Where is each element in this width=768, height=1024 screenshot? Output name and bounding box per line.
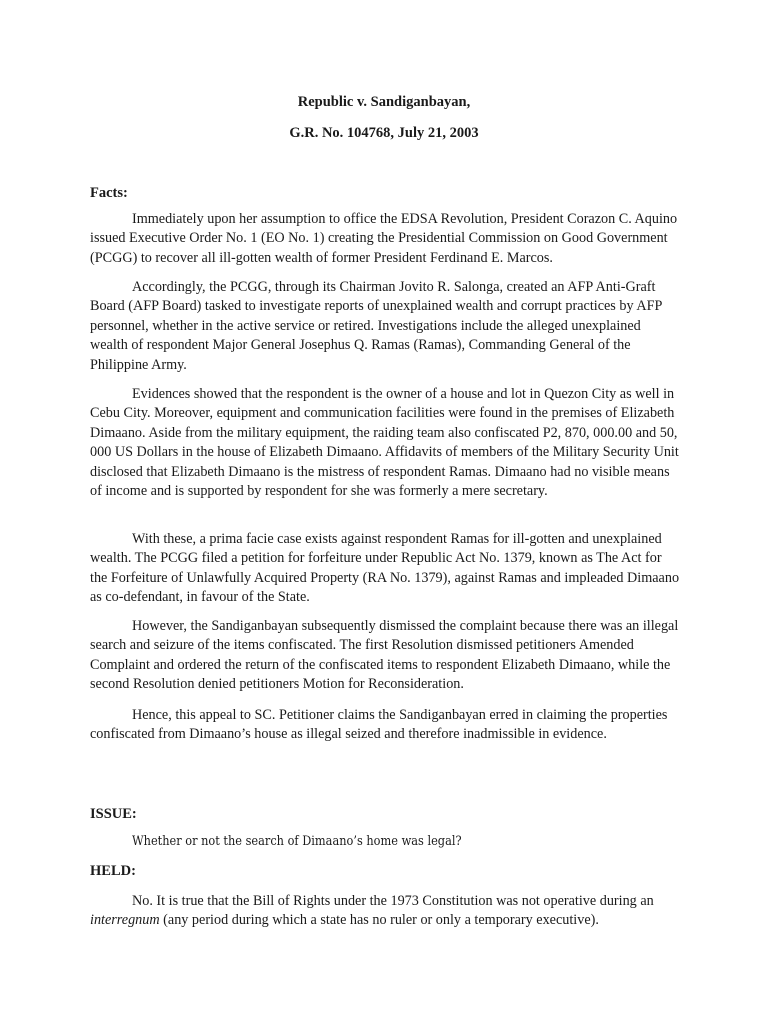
facts-paragraph-1: Immediately upon her assumption to office the EDSA Revolution, President Corazon C. Aquino issued Executive Order No. 1 (EO No. 1) creating the Presidential Commission on Good Government (PCGG) to recover all ill-gotten wealth of former President Ferdinand E. Marcos. xyxy=(90,211,678,266)
case-title: Republic v. Sandiganbayan, xyxy=(297,94,471,110)
held-text-after: (any period during which a state has no ruler or only a temporary executive). xyxy=(159,912,599,929)
facts-heading: Facts: xyxy=(90,185,128,201)
facts-paragraph-3: Evidences showed that the respondent is the owner of a house and lot in Quezon City as well in Cebu City. Moreover, equipment and communication facilities were found in the premises of Elizabeth Dimaano. Aside from the military equipment, the raiding team also confiscated P2, 870, 000.00 and 50, 000 US Dollars in the house of Elizabeth Dimaano. Affidavits of members of the Military Security Unit disclosed that Elizabeth Dimaano is the mistress of respondent Ramas. Dimaano had no visible means of income and is supported by respondent for she was formerly a mere secretary. xyxy=(90,386,679,500)
facts-paragraph-4: With these, a prima facie case exists against respondent Ramas for ill-gotten and unexplained wealth. The PCGG filed a petition for forfeiture under Republic Act No. 1379, known as The Act for the Forfeiture of Unlawfully Acquired Property (RA No. 1379), against Ramas and impleaded Dimaano as co-defendant, in favour of the State. xyxy=(90,531,680,606)
facts-paragraph-6: Hence, this appeal to SC. Petitioner claims the Sandiganbayan erred in claiming the properties confiscated from Dimaano’s house as illegal seized and therefore inadmissible in evidence. xyxy=(90,707,668,743)
issue-question: Whether or not the search of Dimaano’s home was legal? xyxy=(132,834,462,849)
held-heading: HELD: xyxy=(90,863,136,879)
issue-heading: ISSUE: xyxy=(90,806,137,822)
facts-paragraph-5: However, the Sandiganbayan subsequently dismissed the complaint because there was an illegal search and seizure of the items confiscated. The first Resolution dismissed petitioners Amended Complaint and ordered the return of the confiscated items to respondent Elizabeth Dimaano, while the second Resolution denied petitioners Motion for Reconsideration. xyxy=(90,618,679,693)
held-text-italic: interregnum xyxy=(90,912,160,929)
facts-paragraph-2: Accordingly, the PCGG, through its Chairman Jovito R. Salonga, created an AFP Anti-Graft Board (AFP Board) tasked to investigate reports of unexplained wealth and corrupt practices by AFP personnel, whether in the active service or retired. Investigations include the alleged unexplained wealth of respondent Major General Josephus Q. Ramas (Ramas), Commanding General of the Philippine Army. xyxy=(90,279,662,373)
case-citation: G.R. No. 104768, July 21, 2003 xyxy=(289,125,479,141)
held-text-before: No. It is true that the Bill of Rights under the 1973 Constitution was not operative during an xyxy=(132,893,654,909)
held-paragraph xyxy=(90,892,682,931)
